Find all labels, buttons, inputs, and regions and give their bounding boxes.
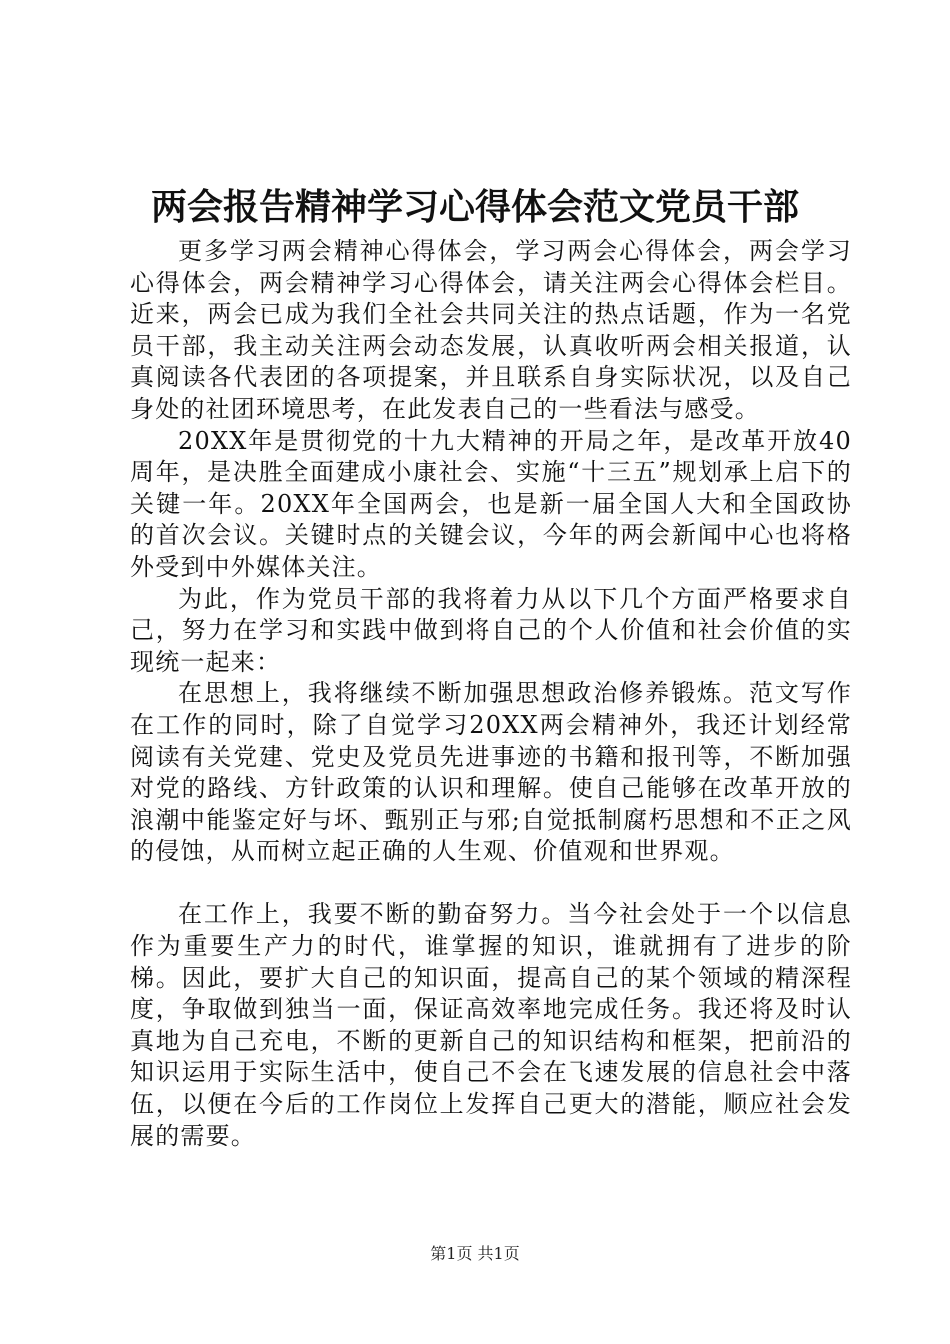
paragraph-intro: 更多学习两会精神心得体会，学习两会心得体会，两会学习心得体会，两会精神学习心得体会，请关注两会心得体会栏目。近来，两会已成为我们全社会共同关注的热点话题，作为一名党员干部，我主动关注两会动态发展，认真收听两会相关报道，认真阅读各代表团的各项提案，并且联系自身实际状况，以及自己身处的社团环境思考，在此发表自己的一些看法与感受。 [130, 237, 852, 423]
paragraph-resolution: 为此，作为党员干部的我将着力从以下几个方面严格要求自己，努力在学习和实践中做到将自己的个人价值和社会价值的实现统一起来： [130, 584, 852, 676]
page-number-footer: 第1页 共1页 [430, 1244, 520, 1263]
paragraph-background: 20XX年是贯彻党的十九大精神的开局之年，是改革开放40周年，是决胜全面建成小康社会、实施“十三五”规划承上启下的关键一年。20XX年全国两会，也是新一届全国人大和全国政协的首次会议。关键时点的关键会议，今年的两会新闻中心也将格外受到中外媒体关注。 [130, 426, 852, 581]
paragraph-work: 在工作上，我要不断的勤奋努力。当今社会处于一个以信息作为重要生产力的时代，谁掌握的知识，谁就拥有了进步的阶梯。因此，要扩大自己的知识面，提高自己的某个领域的精深程度，争取做到独当一面，保证高效率地完成任务。我还将及时认真地为自己充电，不断的更新自己的知识结构和框架，把前沿的知识运用于实际生活中，使自己不会在飞速发展的信息社会中落伍，以便在今后的工作岗位上发挥自己更大的潜能，顺应社会发展的需要。 [130, 900, 852, 1150]
document-body [130, 236, 852, 1152]
paragraph-ideology: 在思想上，我将继续不断加强思想政治修养锻炼。范文写作在工作的同时，除了自觉学习20XX两会精神外，我还计划经常阅读有关党建、党史及党员先进事迹的书籍和报刊等，不断加强对党的路线、方针政策的认识和理解。使自己能够在改革开放的浪潮中能鉴定好与坏、甄别正与邪;自觉抵制腐朽思想和不正之风的侵蚀，从而树立起正确的人生观、价值观和世界观。 [130, 679, 852, 866]
page-title: 两会报告精神学习心得体会范文党员干部 [150, 187, 799, 228]
